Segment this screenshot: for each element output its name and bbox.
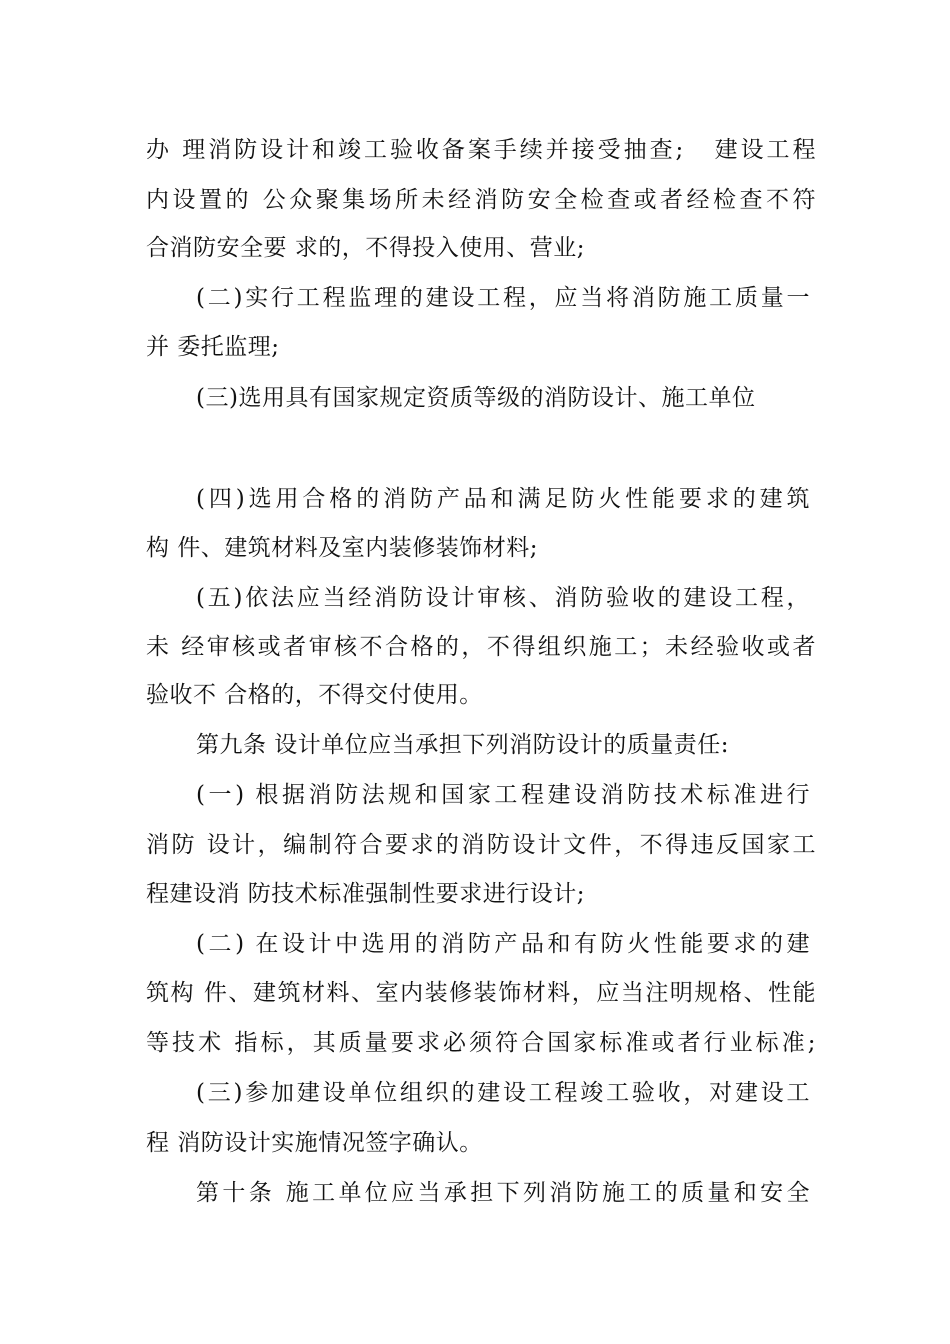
text-line: 程建设消 防技术标准强制性要求进行设计; [146,881,586,907]
text-line: (三)参加建设单位组织的建设工程竣工验收，对建设工 [196,1080,810,1106]
text-line: 办 理消防设计和竣工验收备案手续并接受抽查; 建设工程 [146,137,816,163]
text-line: 构 件、建筑材料及室内装修装饰材料; [146,535,539,561]
text-line: (三)选用具有国家规定资质等级的消防设计、施工单位 [196,385,756,411]
text-line: 消防 设计，编制符合要求的消防设计文件，不得违反国家工 [146,832,816,858]
text-line: (四)选用合格的消防产品和满足防火性能要求的建筑 [196,486,810,512]
text-line: 合消防安全要 求的，不得投入使用、营业; [146,235,586,261]
text-line: 未 经审核或者审核不合格的，不得组织施工；未经验收或者 [146,634,816,660]
text-line: 程 消防设计实施情况签字确认。 [146,1130,483,1156]
text-line: (五)依法应当经消防设计审核、消防验收的建设工程， [196,585,810,611]
text-line: 第九条 设计单位应当承担下列消防设计的质量责任: [196,732,730,758]
text-line: (二)实行工程监理的建设工程，应当将消防施工质量一 [196,285,810,311]
text-line: 内设置的 公众聚集场所未经消防安全检查或者经检查不符 [146,187,816,213]
text-line: (二) 在设计中选用的消防产品和有防火性能要求的建 [196,931,810,957]
text-line: 第十条 施工单位应当承担下列消防施工的质量和安全 [196,1180,810,1206]
text-line: 筑构 件、建筑材料、室内装修装饰材料，应当注明规格、性能 [146,980,816,1006]
text-line: 并 委托监理; [146,334,280,360]
text-line: 验收不 合格的，不得交付使用。 [146,682,483,708]
text-line: 等技术 指标，其质量要求必须符合国家标准或者行业标准; [146,1030,816,1056]
text-line: (一) 根据消防法规和国家工程建设消防技术标准进行 [196,782,810,808]
